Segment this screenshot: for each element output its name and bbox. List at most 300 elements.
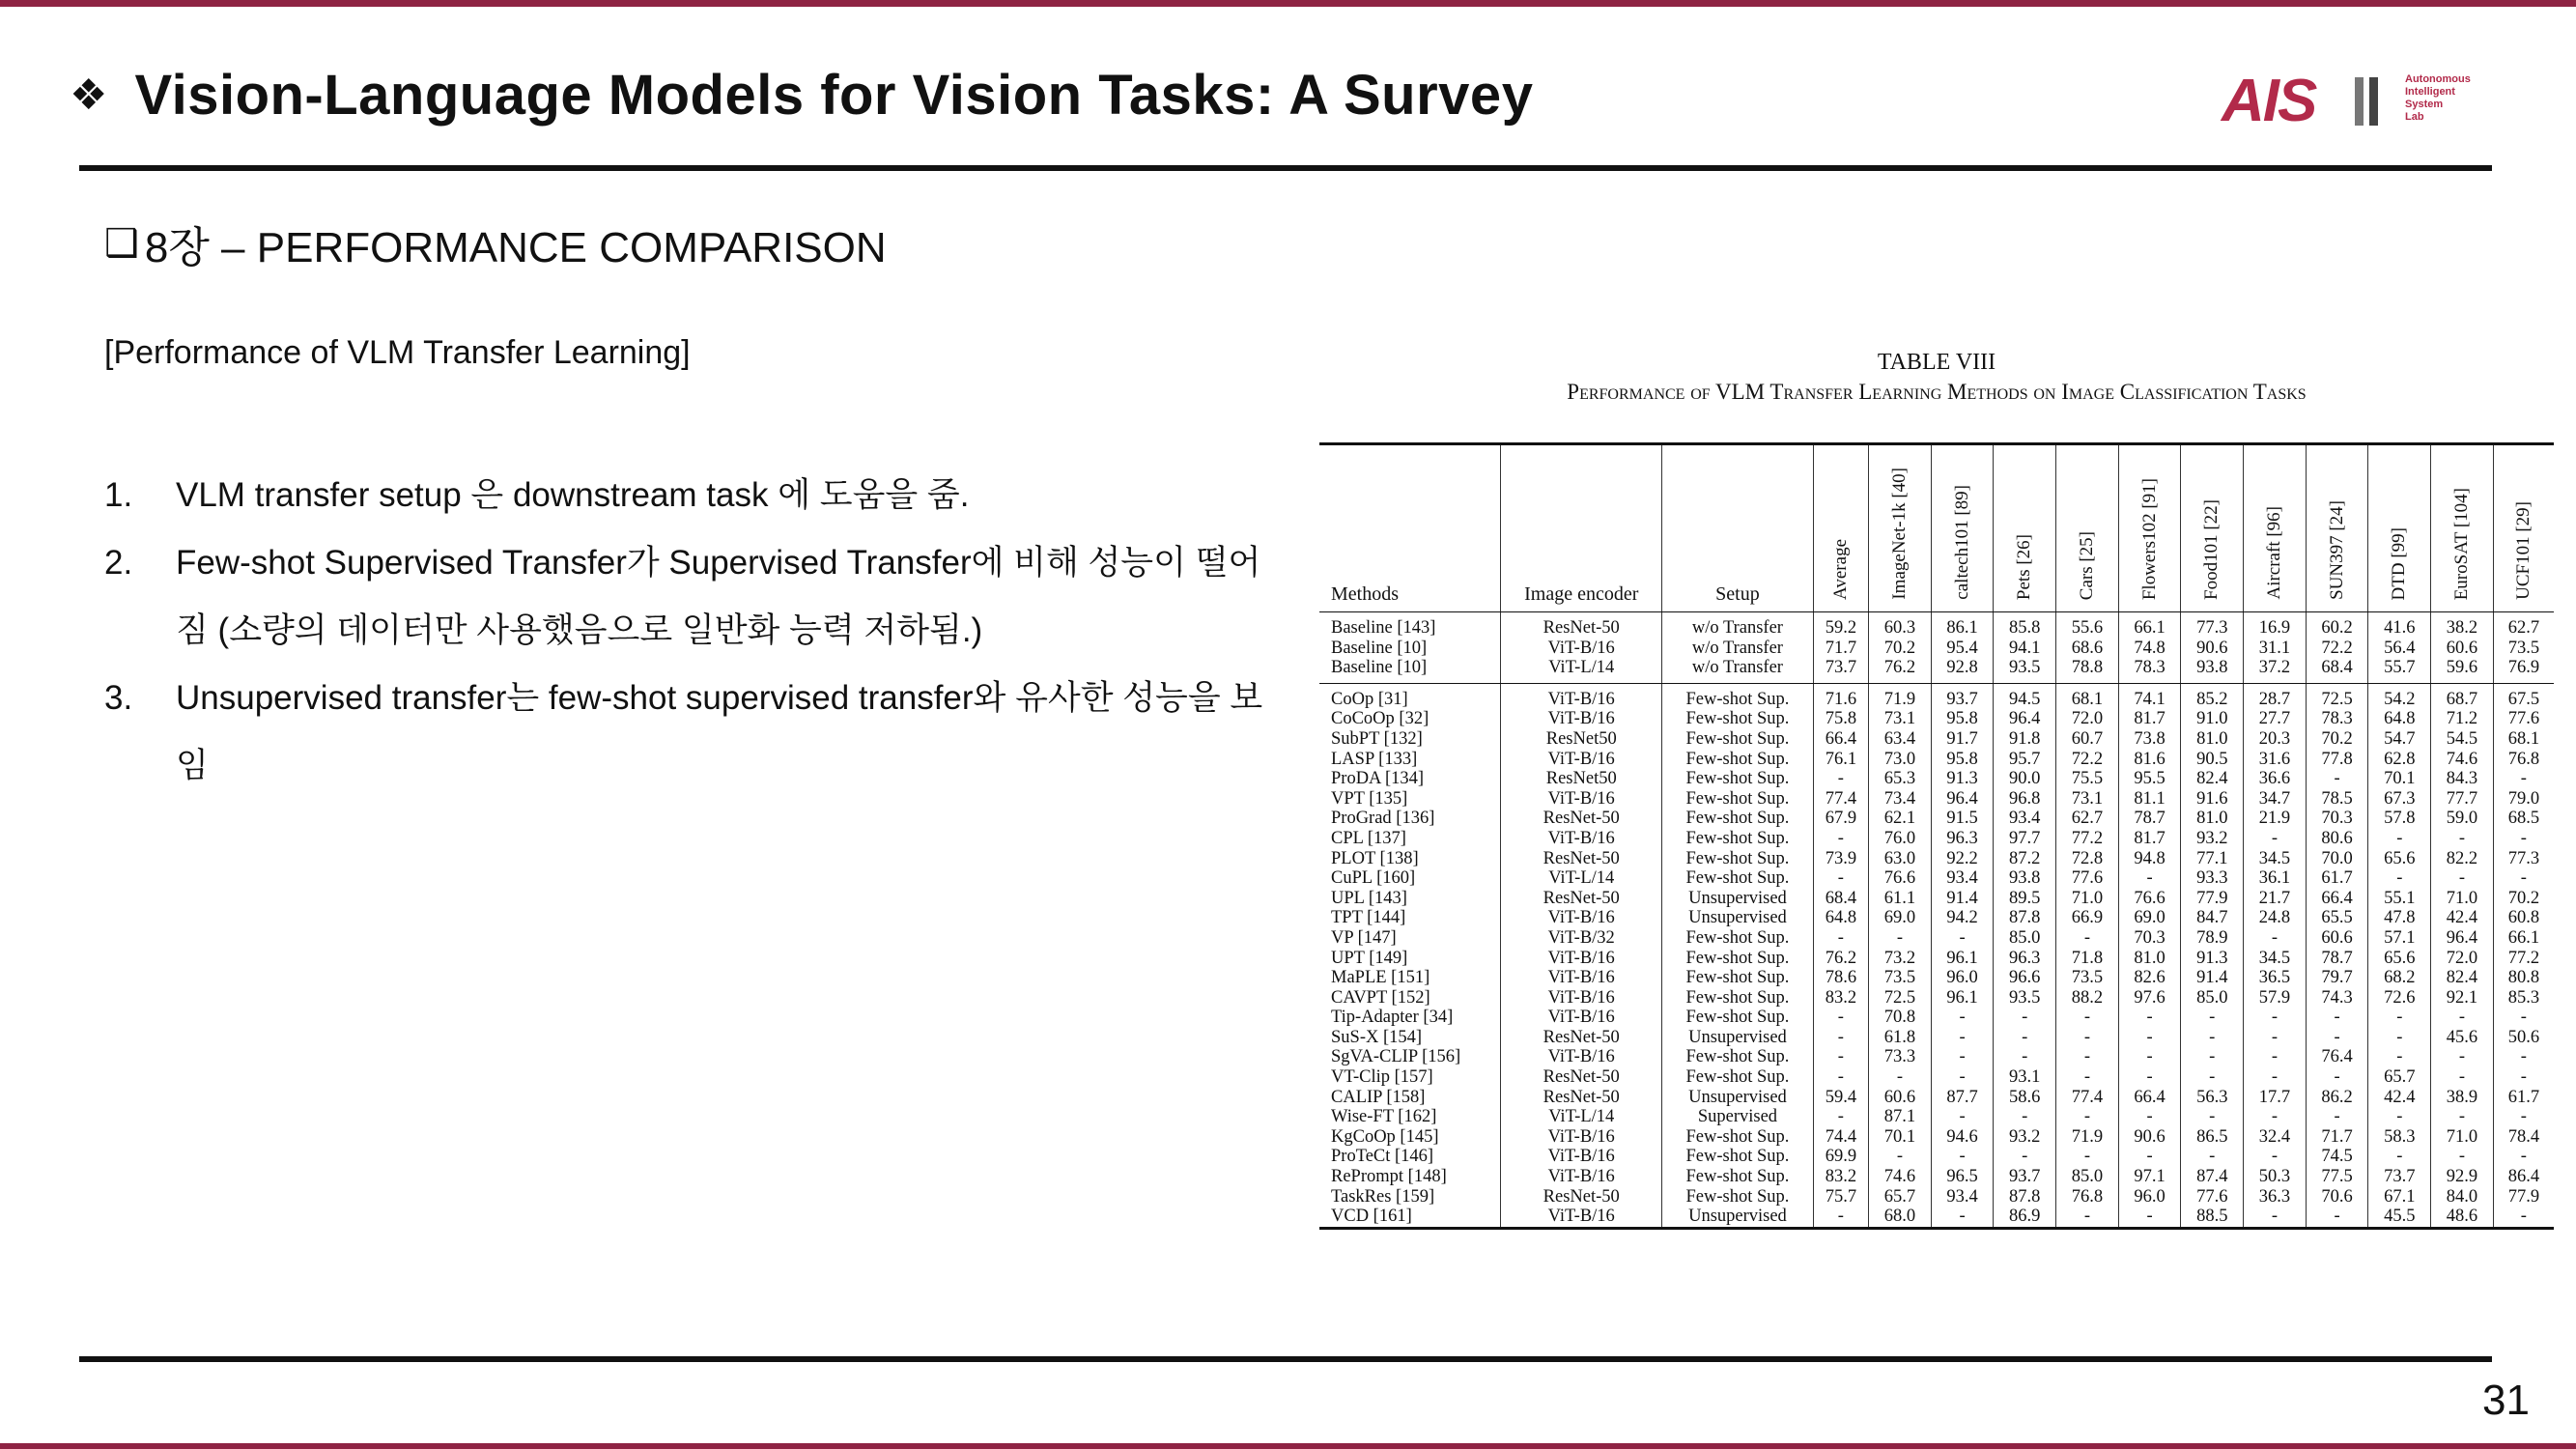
method-cell: SuS-X [154]	[1319, 1028, 1501, 1048]
score-cell: -	[2244, 829, 2307, 849]
header-label: DTD [99]	[2389, 526, 2410, 600]
method-cell: CPL [137]	[1319, 829, 1501, 849]
score-cell: -	[1994, 1047, 2056, 1067]
setup-cell: Few-shot Sup.	[1662, 750, 1813, 770]
score-cell: -	[1994, 1147, 2056, 1167]
score-cell: 78.7	[2118, 809, 2181, 829]
score-cell: 91.3	[1931, 769, 1994, 789]
score-cell: 71.9	[1869, 683, 1932, 709]
encoder-cell: ViT-B/16	[1501, 949, 1662, 969]
list-number: 3.	[104, 679, 133, 717]
method-cell: Wise-FT [162]	[1319, 1107, 1501, 1127]
score-cell: 60.3	[1869, 612, 1932, 639]
score-cell: 60.2	[2306, 612, 2368, 639]
encoder-cell: ViT-L/14	[1501, 1107, 1662, 1127]
setup-cell: Few-shot Sup.	[1662, 769, 1813, 789]
score-cell: 70.6	[2306, 1187, 2368, 1208]
score-cell: 96.1	[1931, 949, 1994, 969]
score-cell: 91.3	[2181, 949, 2244, 969]
score-cell: 88.5	[2181, 1207, 2244, 1228]
score-cell: 77.5	[2306, 1167, 2368, 1187]
setup-cell: Few-shot Sup.	[1662, 1067, 1813, 1088]
header-caltech101	[1931, 444, 1994, 612]
header-methods: Methods	[1319, 444, 1501, 612]
score-cell: -	[1931, 1028, 1994, 1048]
encoder-cell: ViT-B/16	[1501, 988, 1662, 1009]
score-cell: 70.1	[2368, 769, 2431, 789]
score-cell: 77.2	[2056, 829, 2119, 849]
ais-lab-logo	[2222, 70, 2492, 133]
header-food101	[2181, 444, 2244, 612]
score-cell: -	[2056, 1207, 2119, 1228]
score-cell: 73.2	[1869, 949, 1932, 969]
method-cell: VCD [161]	[1319, 1207, 1501, 1228]
score-cell: 85.3	[2507, 987, 2540, 1008]
table-row	[1319, 809, 2554, 829]
encoder-cell: ResNet-50	[1501, 612, 1662, 639]
score-cell: 54.7	[2368, 729, 2431, 750]
score-cell: 86.1	[1931, 612, 1994, 639]
table-row	[1319, 1207, 2554, 1228]
score-cell: 47.8	[2368, 908, 2431, 928]
encoder-cell: ResNet-50	[1501, 1088, 1662, 1108]
score-cell: 73.5	[2507, 638, 2540, 658]
table-row	[1319, 612, 2554, 639]
header-flowers102	[2118, 444, 2181, 612]
table-row	[1319, 928, 2554, 949]
score-cell: 94.6	[1931, 1127, 1994, 1148]
diamond-bullet-icon: ❖	[70, 71, 108, 119]
table-row	[1319, 949, 2554, 969]
score-cell: -	[2431, 1067, 2494, 1088]
score-cell: -	[1994, 1008, 2056, 1028]
score-cell: -	[2118, 1107, 2181, 1127]
method-cell: VT-Clip [157]	[1319, 1067, 1501, 1088]
score-cell: 87.1	[1869, 1107, 1932, 1127]
score-cell: 97.6	[2118, 988, 2181, 1009]
score-cell: 83.2	[1813, 1167, 1868, 1187]
score-cell: 73.5	[1869, 968, 1932, 988]
table-row	[1319, 889, 2554, 909]
score-cell: -	[2244, 1067, 2307, 1088]
score-cell: 68.7	[2431, 683, 2494, 709]
score-cell: 87.7	[1931, 1088, 1994, 1108]
setup-cell: w/o Transfer	[1662, 639, 1813, 659]
score-cell: 36.6	[2244, 769, 2307, 789]
score-cell: 96.5	[1931, 1167, 1994, 1187]
setup-cell: Few-shot Sup.	[1662, 1187, 1813, 1208]
score-cell: -	[2056, 1047, 2119, 1067]
score-cell: 90.0	[1994, 769, 2056, 789]
score-cell: -	[1931, 1207, 1994, 1228]
score-cell: -	[2056, 1067, 2119, 1088]
encoder-cell: ResNet50	[1501, 769, 1662, 789]
score-cell: 71.0	[2431, 889, 2494, 909]
score-cell: 91.4	[2181, 968, 2244, 988]
bottom-accent-bar	[0, 1443, 2576, 1449]
method-cell: VPT [135]	[1319, 789, 1501, 810]
encoder-cell: ResNet-50	[1501, 809, 1662, 829]
score-cell: 74.6	[1869, 1167, 1932, 1187]
logo-caption	[2405, 73, 2492, 124]
score-cell: 61.7	[2507, 1087, 2540, 1107]
score-cell: 72.0	[2431, 949, 2494, 969]
score-cell: 81.0	[2118, 949, 2181, 969]
score-cell: 66.9	[2056, 908, 2119, 928]
table-row	[1319, 1047, 2554, 1067]
encoder-cell: ResNet-50	[1501, 889, 1662, 909]
header-label: Pets [26]	[2014, 533, 2035, 600]
score-cell: -	[2431, 829, 2494, 849]
score-cell: 93.2	[2181, 829, 2244, 849]
score-cell: 93.5	[1994, 658, 2056, 683]
score-cell: 96.4	[1994, 709, 2056, 729]
score-cell: -	[1813, 829, 1868, 849]
setup-cell: Unsupervised	[1662, 1088, 1813, 1108]
score-cell: 76.8	[2056, 1187, 2119, 1208]
table-row	[1319, 868, 2554, 889]
score-cell: 85.0	[2056, 1167, 2119, 1187]
score-cell: -	[2368, 1147, 2431, 1167]
table-row	[1319, 1067, 2554, 1088]
score-cell: 70.1	[1869, 1127, 1932, 1148]
score-cell: 77.2	[2507, 948, 2540, 968]
score-cell: 61.1	[1869, 889, 1932, 909]
score-cell: 63.0	[1869, 849, 1932, 869]
score-cell: 75.7	[1813, 1187, 1868, 1208]
method-cell: CALIP [158]	[1319, 1088, 1501, 1108]
score-cell: 76.0	[1869, 829, 1932, 849]
score-cell: 77.3	[2507, 848, 2540, 868]
score-cell: -	[1931, 1147, 1994, 1167]
score-cell: 76.2	[1869, 658, 1932, 683]
section-heading	[104, 213, 887, 274]
score-cell: 59.0	[2431, 809, 2494, 829]
score-cell: 75.5	[2056, 769, 2119, 789]
method-cell: RePrompt [148]	[1319, 1167, 1501, 1187]
subtitle: [Performance of VLM Transfer Learning]	[104, 334, 691, 371]
score-cell: 94.1	[1994, 639, 2056, 659]
score-cell: 21.9	[2244, 809, 2307, 829]
score-cell: -	[1813, 868, 1868, 889]
score-cell: 62.8	[2368, 750, 2431, 770]
score-cell: 67.3	[2368, 789, 2431, 810]
score-cell: 65.7	[2368, 1067, 2431, 1088]
score-cell: 71.6	[1813, 683, 1868, 709]
setup-cell: Few-shot Sup.	[1662, 1008, 1813, 1028]
encoder-cell: ResNet50	[1501, 729, 1662, 750]
setup-cell: w/o Transfer	[1662, 612, 1813, 639]
score-cell: 66.4	[2306, 889, 2368, 909]
score-cell: 66.4	[2118, 1088, 2181, 1108]
score-cell: -	[2244, 928, 2307, 949]
list-item-text: VLM transfer setup 은 downstream task 에 도움을 줌.	[176, 476, 970, 514]
score-cell: 58.6	[1994, 1088, 2056, 1108]
score-cell: -	[2118, 1207, 2181, 1228]
score-cell: 27.7	[2244, 709, 2307, 729]
score-cell: 96.3	[1931, 829, 1994, 849]
score-cell: -	[2118, 868, 2181, 889]
list-item	[104, 665, 1292, 800]
score-cell: -	[2056, 928, 2119, 949]
method-cell: VP [147]	[1319, 928, 1501, 949]
score-cell: 94.5	[1994, 683, 2056, 709]
score-cell: 76.4	[2306, 1047, 2368, 1067]
score-cell: 54.5	[2431, 729, 2494, 750]
score-cell: 60.6	[2431, 639, 2494, 659]
score-cell: 85.0	[2181, 988, 2244, 1009]
score-cell: 55.6	[2056, 612, 2119, 639]
score-cell: 67.5	[2507, 689, 2540, 709]
score-cell: 93.5	[1994, 988, 2056, 1009]
score-cell: 63.4	[1869, 729, 1932, 750]
table-row	[1319, 1167, 2554, 1187]
score-cell: 77.8	[2306, 750, 2368, 770]
score-cell: 66.4	[1813, 729, 1868, 750]
score-cell: 72.5	[2306, 683, 2368, 709]
score-cell: -	[2431, 1147, 2494, 1167]
score-cell: 72.0	[2056, 709, 2119, 729]
score-cell: -	[1994, 1028, 2056, 1048]
method-cell: Baseline [10]	[1319, 658, 1501, 683]
score-cell: 73.1	[1869, 709, 1932, 729]
score-cell: -	[2181, 1067, 2244, 1088]
score-cell: -	[2244, 1207, 2307, 1228]
score-cell: 76.2	[1813, 949, 1868, 969]
score-cell: 65.3	[1869, 769, 1932, 789]
score-cell: 77.3	[2181, 612, 2244, 639]
table-body	[1319, 612, 2554, 1229]
score-cell: -	[1813, 1028, 1868, 1048]
score-cell: 86.5	[2181, 1127, 2244, 1148]
score-cell: 70.2	[1869, 639, 1932, 659]
score-cell: -	[2118, 1008, 2181, 1028]
score-cell: 74.8	[2118, 639, 2181, 659]
slide-title: Vision-Language Models for Vision Tasks: A Survey	[134, 63, 1534, 127]
table-row	[1319, 1147, 2554, 1167]
score-cell: 93.1	[1994, 1067, 2056, 1088]
score-cell: 90.6	[2118, 1127, 2181, 1148]
header-label: Cars [25]	[2076, 530, 2097, 600]
score-cell: -	[2431, 1047, 2494, 1067]
score-cell: -	[2431, 1107, 2494, 1127]
score-cell: 34.7	[2244, 789, 2307, 810]
score-cell: 94.8	[2118, 849, 2181, 869]
list-item-text: Few-shot Supervised Transfer가 Supervised Transfer에 비해 성능이 떨어짐 (소량의 데이터만 사용했음으로 일반화 능력 저하됨.)	[176, 544, 1261, 649]
setup-cell: Few-shot Sup.	[1662, 1167, 1813, 1187]
list-number: 2.	[104, 544, 133, 582]
score-cell: 36.1	[2244, 868, 2307, 889]
score-cell: 87.8	[1994, 908, 2056, 928]
setup-cell: w/o Transfer	[1662, 658, 1813, 683]
method-cell: ProTeCt [146]	[1319, 1147, 1501, 1167]
score-cell: 60.6	[2306, 928, 2368, 949]
header-dtd	[2368, 444, 2431, 612]
score-cell: 88.2	[2056, 988, 2119, 1009]
encoder-cell: ViT-B/16	[1501, 1167, 1662, 1187]
encoder-cell: ViT-B/16	[1501, 968, 1662, 988]
score-cell: -	[1994, 1107, 2056, 1127]
score-cell: 36.5	[2244, 968, 2307, 988]
setup-cell: Few-shot Sup.	[1662, 729, 1813, 750]
score-cell: 91.0	[2181, 709, 2244, 729]
score-cell: -	[1813, 1047, 1868, 1067]
score-cell: -	[2056, 1028, 2119, 1048]
score-cell: 80.8	[2507, 968, 2540, 988]
score-cell: 95.8	[1931, 709, 1994, 729]
score-cell: 93.4	[1994, 809, 2056, 829]
header-cars	[2056, 444, 2119, 612]
setup-cell: Few-shot Sup.	[1662, 683, 1813, 709]
table-row	[1319, 829, 2554, 849]
score-cell: 45.5	[2368, 1207, 2431, 1228]
score-cell: 71.8	[2056, 949, 2119, 969]
header-label: Aircraft [96]	[2263, 506, 2284, 600]
encoder-cell: ViT-B/16	[1501, 639, 1662, 659]
logo-line: Autonomous	[2405, 73, 2471, 85]
score-cell: 50.3	[2244, 1167, 2307, 1187]
setup-cell: Few-shot Sup.	[1662, 1127, 1813, 1148]
score-cell: -	[2306, 1028, 2368, 1048]
score-cell: 72.8	[2056, 849, 2119, 869]
setup-cell: Few-shot Sup.	[1662, 849, 1813, 869]
score-cell: 86.4	[2507, 1167, 2540, 1187]
score-cell: 78.7	[2306, 949, 2368, 969]
score-cell: 69.0	[1869, 908, 1932, 928]
encoder-cell: ResNet-50	[1501, 1187, 1662, 1208]
score-cell: 96.4	[2431, 928, 2494, 949]
score-cell: 68.4	[2306, 658, 2368, 683]
encoder-cell: ResNet-50	[1501, 849, 1662, 869]
method-cell: Baseline [10]	[1319, 639, 1501, 659]
score-cell: 91.8	[1994, 729, 2056, 750]
score-cell: 97.7	[1994, 829, 2056, 849]
score-cell: 74.6	[2431, 750, 2494, 770]
score-cell: 73.0	[1869, 750, 1932, 770]
score-cell: 68.2	[2368, 968, 2431, 988]
table-row	[1319, 658, 2554, 683]
setup-cell: Unsupervised	[1662, 1207, 1813, 1228]
score-cell: -	[1813, 1008, 1868, 1028]
score-cell: 86.2	[2306, 1088, 2368, 1108]
score-cell: -	[1813, 769, 1868, 789]
score-cell: -	[2493, 1207, 2554, 1228]
table-row	[1319, 1127, 2554, 1148]
method-cell: ProGrad [136]	[1319, 809, 1501, 829]
score-cell: -	[2520, 1107, 2527, 1127]
method-cell: UPL [143]	[1319, 889, 1501, 909]
score-cell: 48.6	[2431, 1207, 2494, 1228]
score-cell: 82.4	[2181, 769, 2244, 789]
logo-text: AIS	[2222, 68, 2316, 134]
score-cell: 95.8	[1931, 750, 1994, 770]
score-cell: 58.3	[2368, 1127, 2431, 1148]
method-cell: SubPT [132]	[1319, 729, 1501, 750]
header-label: Average	[1829, 539, 1851, 600]
score-cell: 76.9	[2493, 658, 2554, 683]
score-cell: -	[2306, 1207, 2368, 1228]
score-cell: 92.8	[1931, 658, 1994, 683]
table-row	[1319, 1107, 2554, 1127]
logo-line: System	[2405, 99, 2444, 110]
score-cell: 85.8	[1994, 612, 2056, 639]
score-cell: 62.7	[2056, 809, 2119, 829]
score-cell: 31.6	[2244, 750, 2307, 770]
table-row	[1319, 639, 2554, 659]
score-cell: 95.5	[2118, 769, 2181, 789]
score-cell: 64.8	[1813, 908, 1868, 928]
score-cell: 92.2	[1931, 849, 1994, 869]
score-cell: 59.4	[1813, 1088, 1868, 1108]
score-cell: 50.6	[2507, 1027, 2540, 1047]
top-accent-bar	[0, 0, 2576, 7]
score-cell: 78.6	[1813, 968, 1868, 988]
score-cell: 70.8	[1869, 1008, 1932, 1028]
score-cell: 73.4	[1869, 789, 1932, 810]
score-cell: 79.0	[2507, 788, 2540, 809]
score-cell: 57.1	[2368, 928, 2431, 949]
encoder-cell: ViT-L/14	[1501, 658, 1662, 683]
score-cell: 79.7	[2306, 968, 2368, 988]
score-cell: 55.7	[2368, 658, 2431, 683]
score-cell: 36.3	[2244, 1187, 2307, 1208]
score-cell: -	[2118, 1147, 2181, 1167]
score-cell: 45.6	[2431, 1028, 2494, 1048]
method-cell: LASP [133]	[1319, 750, 1501, 770]
score-cell: 72.2	[2306, 639, 2368, 659]
score-cell: -	[1931, 928, 1994, 949]
score-cell: -	[2056, 1147, 2119, 1167]
score-cell: 61.8	[1869, 1028, 1932, 1048]
score-cell: 87.8	[1994, 1187, 2056, 1208]
score-cell: -	[2181, 1147, 2244, 1167]
encoder-cell: ViT-B/16	[1501, 709, 1662, 729]
header-average	[1813, 444, 1868, 612]
score-cell: 81.7	[2118, 709, 2181, 729]
score-cell: -	[1869, 928, 1932, 949]
score-cell: 77.7	[2431, 789, 2494, 810]
method-cell: TaskRes [159]	[1319, 1187, 1501, 1208]
score-cell: -	[2306, 1067, 2368, 1088]
encoder-cell: ViT-L/14	[1501, 868, 1662, 889]
score-cell: 96.6	[1994, 968, 2056, 988]
score-cell: -	[1813, 1067, 1868, 1088]
score-cell: 62.7	[2507, 618, 2540, 638]
method-cell: CoOp [31]	[1319, 683, 1501, 709]
table-row	[1319, 1028, 2554, 1048]
method-cell: PLOT [138]	[1319, 849, 1501, 869]
score-cell: 66.1	[2118, 612, 2181, 639]
score-cell: 73.1	[2056, 789, 2119, 810]
score-cell: 67.1	[2368, 1187, 2431, 1208]
score-cell: 73.8	[2118, 729, 2181, 750]
logo-bars-icon	[2355, 77, 2384, 126]
score-cell: 64.8	[2368, 709, 2431, 729]
table-row	[1319, 849, 2554, 869]
encoder-cell: ViT-B/16	[1501, 829, 1662, 849]
score-cell: 73.3	[1869, 1047, 1932, 1067]
score-cell: 91.5	[1931, 809, 1994, 829]
score-cell: -	[2368, 1028, 2431, 1048]
list-item-text: Unsupervised transfer는 few-shot supervised transfer와 유사한 성능을 보임	[176, 679, 1263, 784]
table-header-row	[1319, 444, 2554, 612]
method-cell: SgVA-CLIP [156]	[1319, 1047, 1501, 1067]
method-cell: MaPLE [151]	[1319, 968, 1501, 988]
score-cell: 65.7	[1869, 1187, 1932, 1208]
setup-cell: Few-shot Sup.	[1662, 928, 1813, 949]
header-label: caltech101 [89]	[1951, 485, 1972, 600]
score-cell: -	[2368, 868, 2431, 889]
